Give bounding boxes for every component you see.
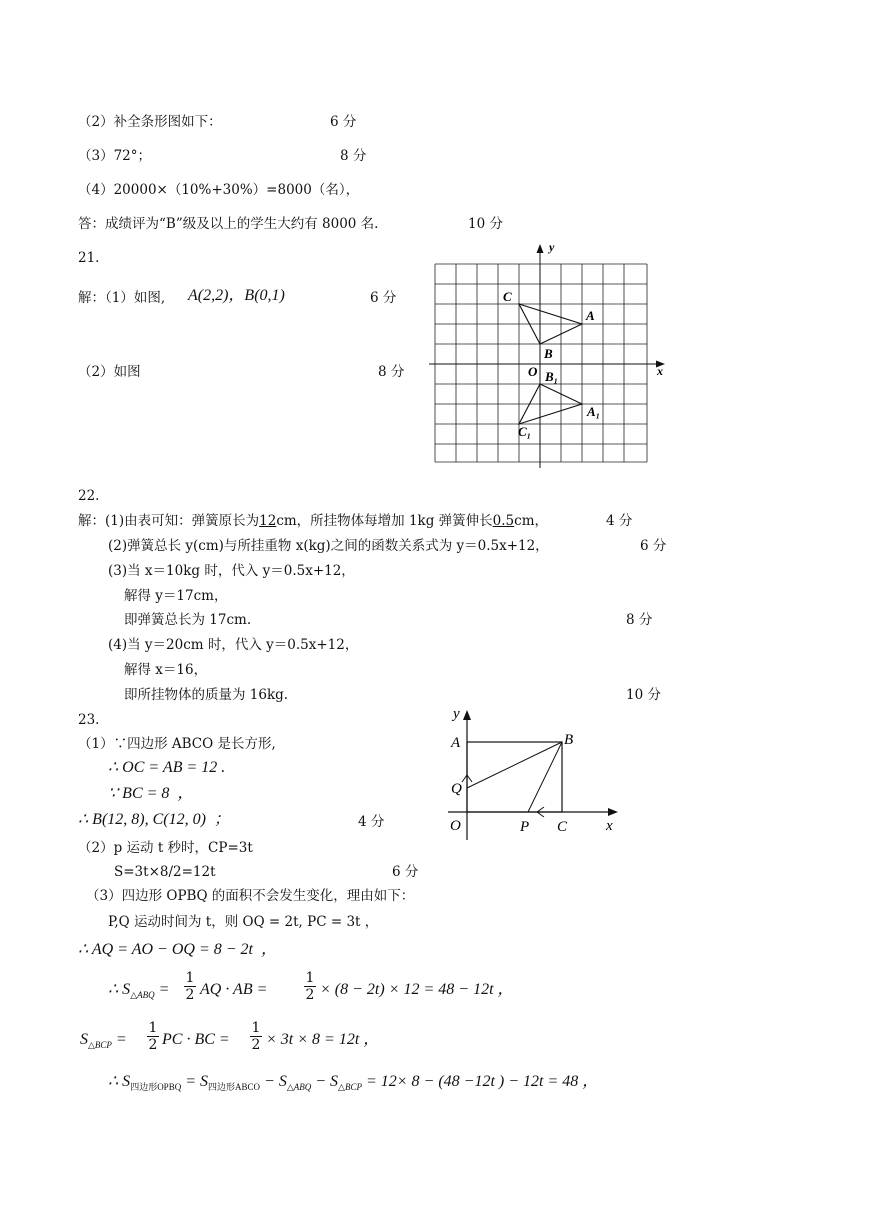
q23-line-12-s1: ∴ S xyxy=(108,1073,131,1090)
q23-line-3: ∵ BC = 8 ， xyxy=(108,785,194,802)
q22-line-1-end: cm， xyxy=(514,513,549,529)
q23-line-12-s3: − S xyxy=(264,1073,287,1090)
q23-line-1: （1）∵四边形 ABCO 是长方形, xyxy=(78,736,276,752)
q23-line-11-end: × 3t × 8 = 12t ， xyxy=(266,1031,380,1048)
q21-y-arrow xyxy=(537,244,544,253)
q21-label-y: y xyxy=(549,240,555,254)
q23-line-12-sub4: △BCP xyxy=(338,1082,362,1093)
q22-line-3: (3)当 x＝10kg 时，代入 y＝0.5x+12， xyxy=(108,563,355,579)
q20-line-2: （2）补全条形图如下： xyxy=(78,114,222,130)
frac-numerator: 1 xyxy=(251,1020,261,1036)
q23-rectangle-figure xyxy=(440,702,625,847)
q21-number: 21. xyxy=(78,250,100,266)
q23-line-11-frac2 xyxy=(250,1020,262,1053)
q23-line-10-lead: ∴ $S_{\triangle ABQ}$ = xyxy=(108,981,170,1001)
q23-x-arrow xyxy=(608,808,618,816)
q23-label-o: O xyxy=(450,818,461,834)
q21-label-b: B xyxy=(544,346,553,361)
q22-line-1-mid: cm，所挂物体每增加 1kg 弹簧伸长 xyxy=(276,513,493,529)
frac-denominator: 2 xyxy=(148,1037,158,1053)
q22-line-6: (4)当 y＝20cm 时，代入 y＝0.5x+12， xyxy=(108,637,359,653)
q21-line-1: 解：（1）如图, xyxy=(78,290,166,306)
frac-denominator: 2 xyxy=(185,987,195,1003)
q23-line-12-sub1: 四边形OPBQ xyxy=(130,1082,182,1093)
q23-number: 23. xyxy=(78,712,100,728)
q23-line-10-frac2 xyxy=(304,970,316,1003)
q23-line-2: ∴ OC = AB = 12 . xyxy=(108,759,226,776)
frac-denominator: 2 xyxy=(251,1037,261,1053)
q21-score-1: 6 分 xyxy=(370,290,397,306)
q20-line-3: （3）72°； xyxy=(78,148,152,164)
q23-line-12-s4: − S xyxy=(315,1073,339,1090)
q23-segment-qb xyxy=(467,742,562,788)
q23-line-9: ∴ AQ = AO − OQ = 8 − 2t ， xyxy=(78,941,278,958)
q21-label-x: x xyxy=(657,364,663,378)
frac-numerator: 1 xyxy=(148,1020,158,1036)
q23-segment-pb xyxy=(528,742,562,812)
q22-line-4: 解得 y＝17cm， xyxy=(124,588,228,604)
q23-rectangle-abco xyxy=(467,742,562,812)
q20-answer-score: 10 分 xyxy=(468,216,503,232)
q23-line-4: ∴ B(12, 8), C(12, 0) ； xyxy=(78,811,230,828)
q22-score-2: 6 分 xyxy=(640,538,667,554)
q23-label-c: C xyxy=(557,819,568,835)
q23-label-b: B xyxy=(564,732,574,748)
q22-line-7: 解得 x＝16， xyxy=(124,662,208,678)
q21-label-b1: B₁ xyxy=(545,369,559,384)
q23-line-12-s2: = S xyxy=(185,1073,208,1090)
q23-label-p: P xyxy=(520,819,530,835)
q21-grid-lines xyxy=(435,264,647,462)
frac-numerator: 1 xyxy=(305,970,315,986)
q20-line-4: （4）20000×（10%+30%）=8000（名）， xyxy=(78,182,360,198)
q23-line-11-lead: $S_{\triangle BCP}$ = xyxy=(80,1031,127,1051)
q22-line-1-prefix: 解：(1)由表可知：弹簧原长为 xyxy=(78,513,260,529)
q20-score-3: 8 分 xyxy=(340,148,367,164)
q23-label-a: A xyxy=(451,735,461,751)
q22-number: 22. xyxy=(78,488,100,504)
q22-score-1: 4 分 xyxy=(606,513,633,529)
q23-line-11-frac1 xyxy=(147,1020,159,1053)
q21-line-2: （2）如图 xyxy=(78,364,141,380)
q23-line-10-end: × (8 − 2t) × 12 = 48 − 12t ， xyxy=(320,981,514,998)
q20-score-2: 6 分 xyxy=(330,114,357,130)
q21-coordinate-grid xyxy=(425,238,675,470)
q23-score-1: 4 分 xyxy=(358,814,385,830)
q23-line-12 xyxy=(108,1074,598,1095)
q22-original-length: 12 xyxy=(259,513,277,529)
q21-label-a1: A₁ xyxy=(587,404,601,419)
q21-score-2: 8 分 xyxy=(378,364,405,380)
q22-line-2: (2)弹簧总长 y(cm)与所挂重物 x(kg)之间的函数关系式为 y＝0.5x+12， xyxy=(108,538,549,554)
q23-line-5: （2）p 运动 t 秒时，CP=3t xyxy=(78,840,253,856)
q21-label-c1: C₁ xyxy=(518,424,532,439)
q23-label-q: Q xyxy=(451,781,462,797)
q23-line-10-frac1 xyxy=(184,970,196,1003)
q23-line-6: S=3t×8/2=12t xyxy=(114,864,216,880)
q21-label-o: O xyxy=(528,364,538,379)
q22-line-5: 即弹簧总长为 17cm. xyxy=(124,612,252,628)
frac-denominator: 2 xyxy=(305,987,315,1003)
q23-line-10-sub: △ABQ xyxy=(130,990,155,1001)
q23-label-y: y xyxy=(453,706,460,722)
q23-line-10-mid: AQ · AB = xyxy=(200,981,268,998)
q22-extension: 0.5 xyxy=(492,513,515,529)
q23-label-x: x xyxy=(606,818,613,834)
q21-label-a: A xyxy=(586,308,595,323)
q21-label-c: C xyxy=(503,289,512,304)
q22-score-4: 10 分 xyxy=(626,687,661,703)
q23-line-8: P,Q 运动时间为 t，则 OQ = 2t, PC = 3t ， xyxy=(108,914,379,930)
q20-answer: 答：成绩评为“B”级及以上的学生大约有 8000 名. xyxy=(78,216,379,232)
frac-numerator: 1 xyxy=(185,970,195,986)
q23-line-10-s: ∴ S xyxy=(108,981,131,998)
q22-line-8: 即所挂物体的质量为 16kg. xyxy=(124,687,289,703)
q23-line-11-mid: PC · BC = xyxy=(162,1031,230,1048)
q23-line-12-sub3: △ABQ xyxy=(286,1082,312,1093)
q23-line-12-result: = 12× 8 − (48 −12t ) − 12t = 48 ， xyxy=(365,1073,599,1090)
q21-line-1-math: A(2,2)，B(0,1) xyxy=(188,287,285,304)
q23-score-2: 6 分 xyxy=(392,864,419,880)
q23-line-11-s: S xyxy=(80,1031,88,1048)
q22-line-1 xyxy=(78,513,548,529)
q22-score-3: 8 分 xyxy=(626,612,653,628)
q23-line-7: （3）四边形 OPBQ 的面积不会发生变化，理由如下： xyxy=(86,888,415,904)
q23-line-11-sub: △BCP xyxy=(88,1040,112,1051)
q23-line-12-sub2: 四边形ABCO xyxy=(208,1082,261,1093)
q23-y-arrow xyxy=(463,710,471,720)
